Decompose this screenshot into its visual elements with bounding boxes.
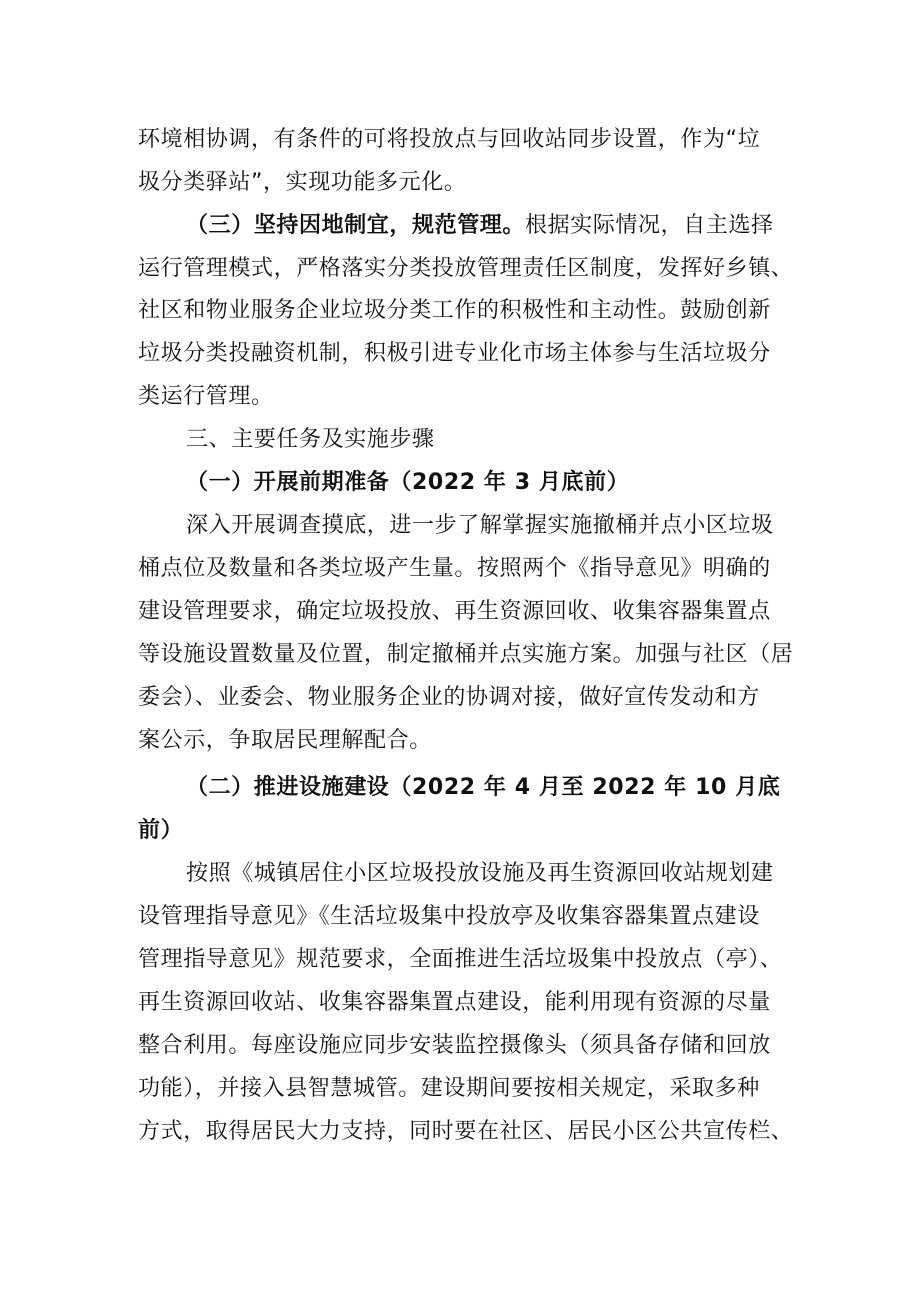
text-line: 按照《城镇居住小区垃圾投放设施及再生资源回收站规划建 — [186, 861, 774, 886]
text-line: 运行管理模式，严格落实分类投放管理责任区制度，发挥好乡镇、 — [138, 256, 794, 281]
text-line: 环境相协调，有条件的可将投放点与回收站同步设置，作为“垃 — [138, 127, 761, 152]
text-line: 等设施设置数量及位置，制定撤桶并点实施方案。加强与社区（居 — [138, 642, 794, 667]
text-line: 功能），并接入县智慧城管。建设期间要按相关规定，采取多种 — [138, 1076, 760, 1101]
text-line: 委会）、业委会、物业服务企业的协调对接，做好宣传发动和方 — [138, 685, 760, 710]
text-line: 深入开展调查摸底，进一步了解掌握实施撤桶并点小区垃圾 — [186, 513, 774, 538]
text-line: 整合利用。每座设施应同步安装监控摄像头（须具备存储和回放 — [138, 1033, 771, 1058]
text-line: 方式，取得居民大力支持，同时要在社区、居民小区公共宣传栏、 — [138, 1119, 794, 1144]
paragraph-3-first-line — [186, 211, 774, 241]
text-line: 社区和物业服务企业垃圾分类工作的积极性和主动性。鼓励创新 — [138, 298, 771, 323]
text-line: 桶点位及数量和各类垃圾产生量。按照两个《指导意见》明确的 — [138, 556, 771, 581]
text-line: 案公示，争取居民理解配合。 — [138, 728, 432, 753]
text-line: 建设管理要求，确定垃圾投放、再生资源回收、收集容器集置点 — [138, 599, 771, 624]
text-line: 垃圾分类投融资机制，积极引进专业化市场主体参与生活垃圾分 — [138, 341, 771, 366]
section-heading: 三、主要任务及实施步骤 — [186, 427, 435, 452]
subsection-heading-1: （一）开展前期准备（2022 年 3 月底前） — [186, 470, 630, 495]
text-line: 设管理指导意见》《生活垃圾集中投放亭及收集容器集置点建设 — [138, 904, 760, 929]
text-line: 圾分类驿站”，实现功能多元化。 — [138, 170, 467, 195]
text-line: 类运行管理。 — [138, 384, 274, 409]
paragraph-3-heading: （三）坚持因地制宜，规范管理。 — [186, 213, 526, 238]
paragraph-3-text: 根据实际情况，自主选择 — [525, 213, 774, 238]
text-line: 管理指导意见》规范要求，全面推进生活垃圾集中投放点（亭）、 — [138, 947, 783, 972]
subsection-heading-2: （二）推进设施建设（2022 年 4 月至 2022 年 10 月底 — [186, 775, 781, 800]
subsection-heading-2-cont: 前） — [138, 818, 184, 843]
text-line: 再生资源回收站、收集容器集置点建设，能利用现有资源的尽量 — [138, 990, 771, 1015]
